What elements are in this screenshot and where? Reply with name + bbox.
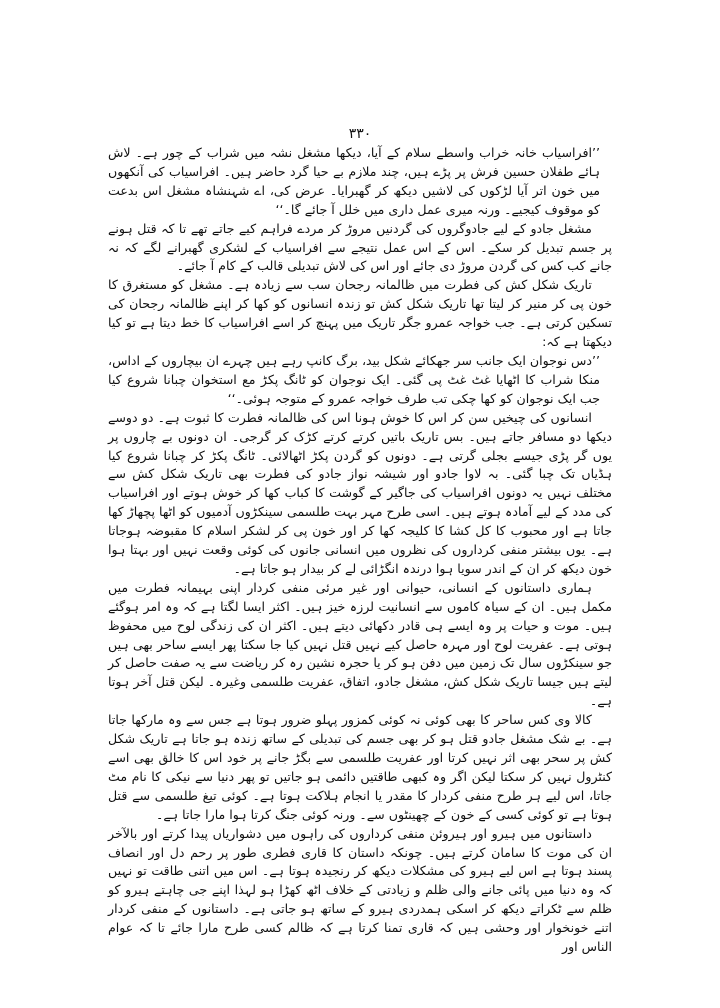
paragraph-2: مشغل جادو کے لیے جادوگروں کی گردنیں مروڑ کر مردے فراہم کیے جاتے تھے تا کہ قتل ہونے پر جسم تبدیل کر سکے۔ اس کے اس عمل نتیجے سے افراسیاب کے لشکری گھبرانے لگے کہ نہ جانے کب کس کی گردن مروڑ دی جائے اور اس کی لاش تبدیلی قالب کے کام آ جائے۔ (108, 220, 612, 274)
body-text (108, 144, 612, 957)
paragraph-8: داستانوں میں ہیرو اور ہیروئن منفی کرداروں کی راہوں میں دشواریاں پیدا کرتے اور بالآخر ان کی موت کا سامان کرتے ہیں۔ چونکہ داستان کا قاری فطری طور پر رحم دل اور انصاف پسند ہوتا ہے اس لیے ہیرو کی مشکلات دیکھ کر رنجیدہ ہوتا ہے۔ اس میں اتنی طاقت تو نہیں کہ وہ دنیا میں پائی جانے والی ظلم و زیادتی کے خلاف اٹھ کھڑا ہو لہذا اپنے جی چاہتے ہیرو کو ظلم سے ٹکراتے دیکھ کر اسکی ہمدردی ہیرو کے ساتھ ہو جاتی ہے۔ داستانوں کے منفی کردار اتنے خونخوار اور وحشی ہیں کہ قاری تمنا کرتا ہے کہ ظالم کسی طرح مارا جائے تا کہ عوام الناس اور (108, 825, 612, 955)
paragraph-6: ہماری داستانوں کے انسانی، حیوانی اور غیر مرئی منفی کردار اپنی بہیمانہ فطرت میں مکمل ہیں۔ ان کے سیاہ کاموں سے انسانیت لرزہ خیز ہیں۔ اکثر ایسا لگتا ہے کہ وہ امر ہوگئے ہیں۔ موت و حیات پر وہ ایسے ہی قادر دکھائی دیتے ہیں۔ اکثر ان کی زندگی لوح میں محفوظ ہوتی ہے۔ عفریت لوح اور مہرہ حاصل کیے نہیں قتل نہیں کیا جا سکتا پھر ایسے ساحر بھی ہیں جو سینکڑوں سال تک زمین میں دفن ہو کر یا حجرہ نشین رہ کر ریاضت سے یہ صفت حاصل کر لیتے ہیں جیسا تاریک شکل کش، مشغل جادو، اتفاق، عفریت طلسمی وغیرہ۔ لیکن قتل آخر ہوتا ہے۔ (108, 579, 612, 709)
page-number: ۳۳۰ (348, 126, 372, 142)
paragraph-quote-1: ’’افراسیاب خانہ خراب واسطے سلام کے آیا، دیکھا مشغل نشہ میں شراب کے چور ہے۔ لاش ہائے طفلان حسین فرش پر پڑے ہیں، چند ملازم بے حیا گرد حاضر ہیں۔ افراسیاب کی آنکھوں میں خون اتر آیا لڑکوں کی لاشیں دیکھ کر گھبرایا۔ عرض کی، اے شہنشاہ مشغل اس بدعت کو موقوف کیجیے۔ ورنہ میری عمل داری میں خلل آ جائے گا۔‘‘ (108, 145, 600, 217)
paragraph-quote-2: ’’دس نوجوان ایک جانب سر جھکائے شکل بید، برگ کانپ رہے ہیں چہرے ان بیچاروں کے اداس، منکا شراب کا اٹھایا غٹ غٹ پی گئی۔ ایک نوجوان کو ٹانگ پکڑ مع استخوان چبانا شروع کیا جب ایک نوجوان کو کھا چکی تب طرف خواجہ عمرو کے متوجہ ہوئی۔‘‘ (108, 352, 600, 406)
paragraph-5: انسانوں کی چیخیں سن کر اس کا خوش ہونا اس کی ظالمانہ فطرت کا ثبوت ہے۔ دو دوسے دیکھا دو مسافر جاتے ہیں۔ بس تاریک باتیں کرتے کرتے کڑک کر گرجی۔ ان دونوں بے چاروں پر یوں گر پڑی جیسے بجلی گرتی ہے۔ دونوں کو گردن پکڑ اٹھالائی۔ ٹانگ پکڑ کر چبانا شروع کیا ہڈیاں تک چبا گئی۔ بہ لاوا جادو اور شیشہ نواز جادو کی فطرت بھی تاریک شکل کش سے مختلف نہیں یہ دونوں افراسیاب کی جاگیر کے گوشت کا کباب کھا کر خوش ہوتے اور افراسیاب کی مدد کے لیے آمادہ ہوتے ہیں۔ اسی طرح مہر بہت طلسمی سینکڑوں آدمیوں کو اٹھا پچھاڑ کھا جاتا ہے اور محبوب کا کل کشا کا کلیجہ کھا کر اور خون پی کر لشکر اسلام کا مقبوضہ ہوجاتا ہے۔ یوں بیشتر منفی کرداروں کی نظروں میں انسانی جانوں کی کوئی وقعت نہیں اور بہتا ہوا خون دیکھ کر ان کے اندر سویا ہوا درندہ انگڑائی لے کر بیدار ہو جاتا ہے۔ (107, 409, 612, 576)
paragraph-7: کالا وی کس ساحر کا بھی کوئی نہ کوئی کمزور پہلو ضرور ہوتا ہے جس سے وہ مارکھا جاتا ہے۔ بے شک مشغل جادو قتل ہو کر بھی جسم کی تبدیلی کے ساتھ زندہ ہو جاتا ہے تاریک شکل کش پر سحر بھی اثر نہیں کرتا اور عفریت طلسمی سے بگڑ جانے پر خود اس کا خالق بھی اسے کنٹرول نہیں کر سکتا لیکن اگر وہ کبھی طاقتیں دائمی ہو جاتیں تو پھر دنیا سے نیکی کا نام مٹ جاتا، اس لیے ہر طرح منفی کردار کا مقدر یا انجام ہلاکت ہوتا ہے۔ کوئی تیغ طلسمی سے قتل ہوتا ہے تو کوئی کسی کے خون کے چھینٹوں سے۔ ورنہ کوئی جنگ کرتا ہوا مارا جاتا ہے۔ (108, 712, 612, 822)
paragraph-3: تاریک شکل کش کی فطرت میں ظالمانہ رجحان سب سے زیادہ ہے۔ مشغل کو مستغرق کا خون پی کر منیر کر لیتا تھا تاریک شکل کش تو زندہ انسانوں کو کھا کر اپنے ظالمانہ رجحان کی تسکین کرتی ہے۔ جب خواجہ عمرو جگر تاریک میں پہنچ کر اسے افراسیاب کا خط دیتا ہے تو کیا دیکھتا ہے کہ: (108, 277, 612, 350)
